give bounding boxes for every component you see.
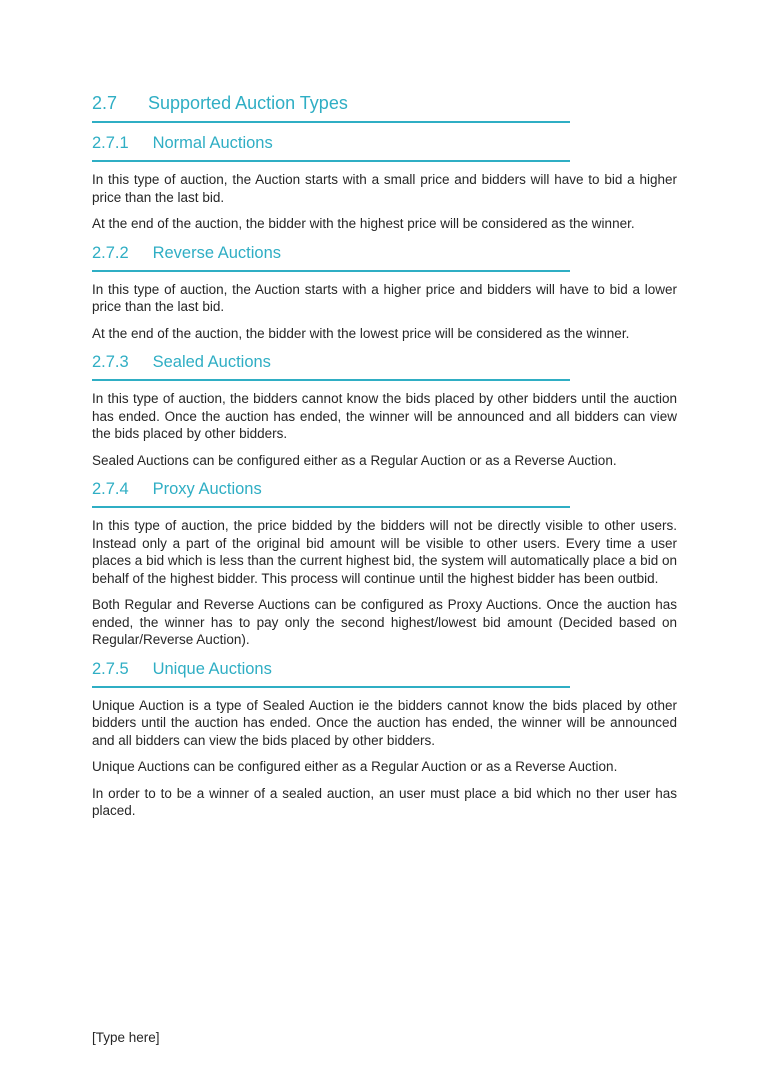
heading-number: 2.7 [92, 93, 118, 113]
heading-number: 2.7.3 [92, 353, 129, 371]
heading-number: 2.7.2 [92, 243, 129, 262]
paragraph: In this type of auction, the Auction starts with a small price and bidders will have to bid a higher price than the last bid. [92, 172, 677, 205]
paragraph: At the end of the auction, the bidder with the highest price will be considered as the winner. [92, 216, 635, 231]
section-heading-normal-auctions [92, 133, 570, 162]
heading-title: Sealed Auctions [152, 353, 271, 371]
paragraph: In this type of auction, the price bidded by the bidders will not be directly visible to other users. Instead only a part of the original bid amount will be visible to other users. Every time a user places a bid which is less than the current highest bid, the system will automatically place a bid on behalf of the highest bidder. This process will continue until the highest bidder has been outbid. [92, 518, 677, 586]
document-content [92, 93, 677, 829]
section-body-proxy-auctions [92, 517, 677, 649]
paragraph: In order to to be a winner of a sealed auction, an user must place a bid which no ther user has placed. [92, 785, 677, 818]
paragraph: Unique Auction is a type of Sealed Auction ie the bidders cannot know the bids placed by other bidders until the auction has ended. Once the auction has ended, the winner will be announced and all bidders can view the bids placed by other bidders. [92, 697, 677, 748]
paragraph: Both Regular and Reverse Auctions can be configured as Proxy Auctions. Once the auction has ended, the winner has to pay only the second highest/lowest bid amount (Decided based on Regular/Reverse Auction). [92, 597, 677, 647]
section-body-sealed-auctions [92, 390, 677, 469]
heading-number: 2.7.5 [92, 659, 129, 678]
heading-title: Proxy Auctions [152, 480, 262, 498]
section-body-reverse-auctions [92, 281, 677, 343]
heading-title: Normal Auctions [152, 134, 273, 152]
footer-type-here-placeholder: [Type here] [92, 1030, 160, 1045]
section-heading-supported-auction-types [92, 93, 570, 123]
paragraph: At the end of the auction, the bidder with the lowest price will be considered as the winner. [92, 325, 630, 341]
heading-number: 2.7.1 [92, 134, 129, 152]
section-heading-unique-auctions [92, 659, 570, 688]
section-heading-reverse-auctions [92, 243, 570, 272]
paragraph: Sealed Auctions can be configured either as a Regular Auction or as a Reverse Auction. [92, 452, 617, 468]
section-heading-proxy-auctions [92, 479, 570, 508]
heading-title: Supported Auction Types [148, 93, 348, 113]
paragraph: In this type of auction, the Auction starts with a higher price and bidders will have to bid a lower price than the last bid. [92, 281, 677, 314]
paragraph: In this type of auction, the bidders cannot know the bids placed by other bidders until the auction has ended. Once the auction has ended, the winner will be announced and all bidders can view the bids placed by other bidders. [92, 391, 677, 441]
section-heading-sealed-auctions [92, 352, 570, 381]
heading-title: Reverse Auctions [152, 243, 281, 262]
section-body-unique-auctions [92, 697, 677, 820]
heading-number: 2.7.4 [92, 480, 129, 498]
paragraph: Unique Auctions can be configured either as a Regular Auction or as a Reverse Auction. [92, 759, 618, 774]
heading-title: Unique Auctions [152, 659, 272, 678]
section-body-normal-auctions [92, 171, 677, 233]
